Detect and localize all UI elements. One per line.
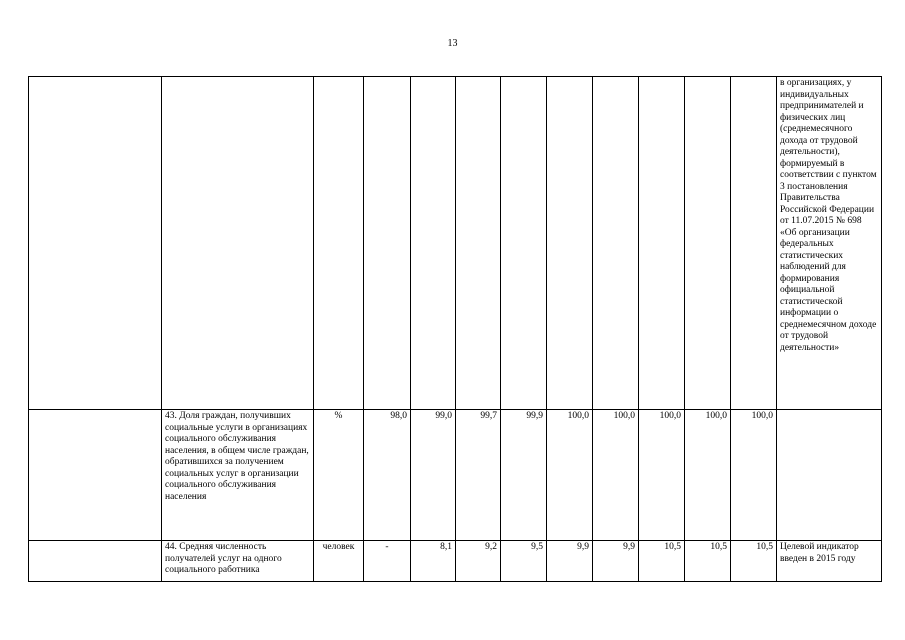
table-cell [29,541,162,582]
value-cell: 98,0 [364,410,411,541]
value-cell: 9,5 [501,541,547,582]
value-cell: 9,2 [456,541,501,582]
value-cell: 10,5 [639,541,685,582]
table-cell [547,77,593,410]
table-cell [162,77,314,410]
value-cell: - [364,541,411,582]
table-cell [456,77,501,410]
value-cell: 10,5 [685,541,731,582]
table-row-44 [29,541,882,582]
table-cell [29,410,162,541]
value-cell: 9,9 [547,541,593,582]
table-cell [501,77,547,410]
page-number: 13 [447,38,458,49]
unit-cell: человек [314,541,364,582]
table-cell [29,77,162,410]
table-cell [731,77,777,410]
note-cell: Целевой индикатор введен в 2015 году [777,541,882,582]
unit-cell: % [314,410,364,541]
table-row-43 [29,410,882,541]
value-cell: 100,0 [731,410,777,541]
table-cell [685,77,731,410]
value-cell: 100,0 [593,410,639,541]
table-cell [364,77,411,410]
indicator-cell: 44. Средняя численность получателей услуг на одного социального работника [162,541,314,582]
value-cell: 99,0 [411,410,456,541]
indicator-cell: 43. Доля граждан, получивших социальные услуги в организациях социального обслуживания населения, в общем числе граждан, обратившихся за получением социальных услуг в организации социального обслуживания населения [162,410,314,541]
value-cell: 100,0 [639,410,685,541]
table-row-continuation [29,77,882,410]
indicators-table [28,76,882,582]
note-cell [777,410,882,541]
value-cell: 99,7 [456,410,501,541]
source-note-cell: в организациях, у индивидуальных предпринимателей и физических лиц (среднемесячного дохода от трудовой деятельности), формируемый в соответствии с пунктом 3 постановления Правительства Российской Федерации от 11.07.2015 № 698 «Об организации федеральных статистических наблюдений для формирования официальной статистической информации о среднемесячном доходе от трудовой деятельности» [777,77,882,410]
value-cell: 8,1 [411,541,456,582]
table-cell [593,77,639,410]
value-cell: 100,0 [547,410,593,541]
value-cell: 9,9 [593,541,639,582]
value-cell: 10,5 [731,541,777,582]
table-cell [411,77,456,410]
table-cell [314,77,364,410]
value-cell: 99,9 [501,410,547,541]
table-cell [639,77,685,410]
value-cell: 100,0 [685,410,731,541]
